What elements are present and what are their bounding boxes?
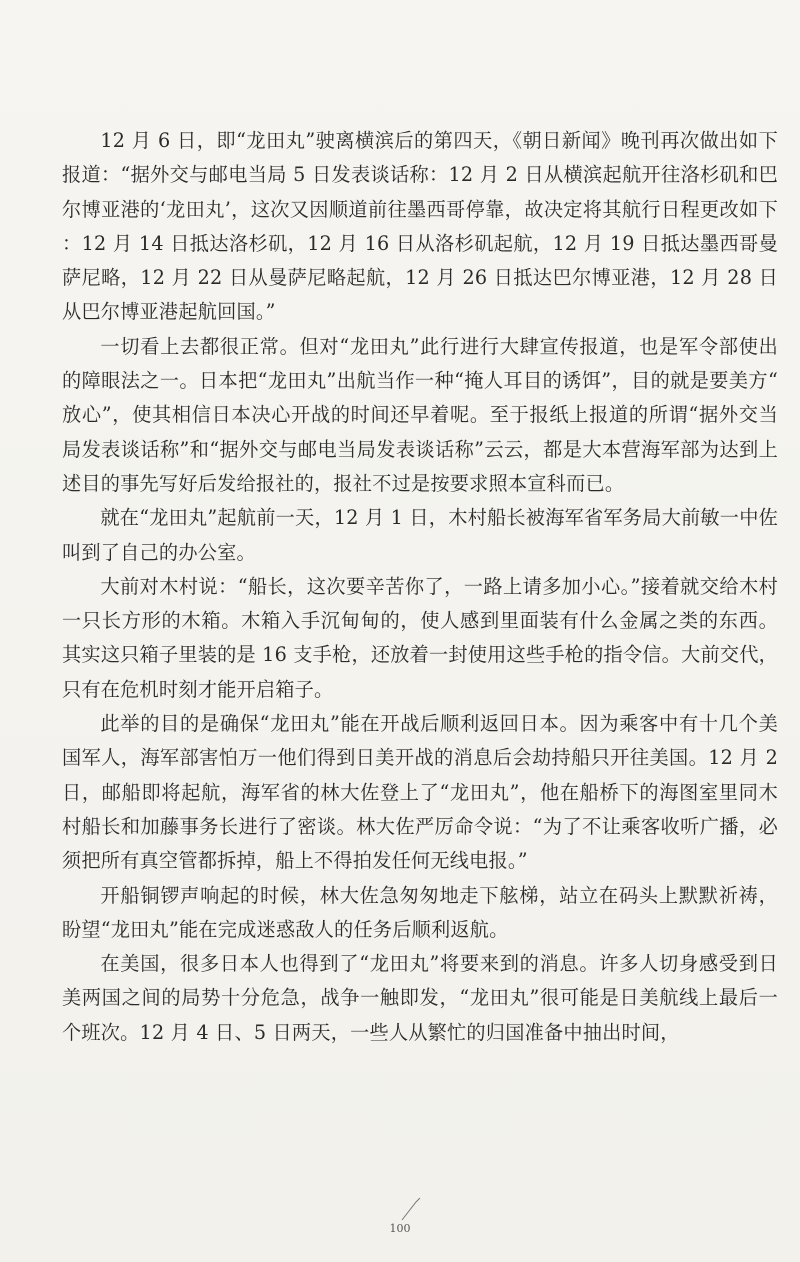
body-text xyxy=(62,124,778,1050)
pencil-mark-icon xyxy=(400,1196,434,1222)
page-number: 100 xyxy=(389,1222,411,1235)
paragraph-1: 12 月 6 日，即“龙田丸”驶离横滨后的第四天，《朝日新闻》晚刊再次做出如下报道：“据外交与邮电当局 5 日发表谈话称：12 月 2 日从横滨起航开往洛杉矶和巴尔博亚港的‘龙田丸’，这次又因顺道前往墨西哥停靠，故决定将其航行日程更改如下：12 月 14 日抵达洛杉矶，12 月 16 日从洛杉矶起航，12 月 19 日抵达墨西哥曼萨尼略，12 月 22 日从曼萨尼略起航，12 月 26 日抵达巴尔博亚港，12 月 28 日从巴尔博亚港起航回国。” xyxy=(62,129,778,324)
paragraph-7: 在美国，很多日本人也得到了“龙田丸”将要来到的消息。许多人切身感受到日美两国之间的局势十分危急，战争一触即发，“龙田丸”很可能是日美航线上最后一个班次。12 月 4 日、5 日两天，一些人从繁忙的归国准备中抽出时间， xyxy=(62,952,778,1044)
paragraph-4: 大前对木村说：“船长，这次要辛苦你了，一路上请多加小心。”接着就交给木村一只长方形的木箱。木箱入手沉甸甸的，使人感到里面装有什么金属之类的东西。其实这只箱子里装的是 16 支手枪，还放着一封使用这些手枪的指令信。大前交代，只有在危机时刻才能开启箱子。 xyxy=(62,574,778,701)
paragraph-2: 一切看上去都很正常。但对“龙田丸”此行进行大肆宣传报道，也是军令部使出的障眼法之一。日本把“龙田丸”出航当作一种“掩人耳目的诱饵”，目的就是要美方“放心”，使其相信日本决心开战的时间还早着呢。至于报纸上报道的所谓“据外交当局发表谈话称”和“据外交与邮电当局发表谈话称”云云，都是大本营海军部为达到上述目的事先写好后发给报社的，报社不过是按要求照本宣科而已。 xyxy=(62,334,778,495)
paragraph-6: 开船铜锣声响起的时候，林大佐急匆匆地走下舷梯，站立在码头上默默祈祷，盼望“龙田丸”能在完成迷惑敌人的任务后顺利返航。 xyxy=(62,883,778,941)
paragraph-5: 此举的目的是确保“龙田丸”能在开战后顺利返回日本。因为乘客中有十几个美国军人，海军部害怕万一他们得到日美开战的消息后会劫持船只开往美国。12 月 2 日，邮船即将起航，海军省的林大佐登上了“龙田丸”，他在船桥下的海图室里同木村船长和加藤事务长进行了密谈。林大佐严厉命令说：“为了不让乘客收听广播，必须把所有真空管都拆掉，船上不得拍发任何无线电报。” xyxy=(62,712,778,873)
paragraph-3: 就在“龙田丸”起航前一天，12 月 1 日，木村船长被海军省军务局大前敏一中佐叫到了自己的办公室。 xyxy=(62,506,778,564)
